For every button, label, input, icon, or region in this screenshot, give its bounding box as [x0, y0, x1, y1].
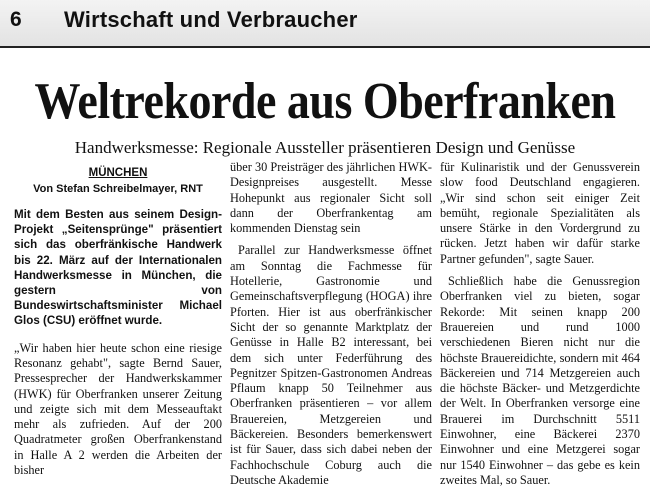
article-lead: Mit dem Besten aus seinem Design-Projekt „Seitensprünge" präsentiert sich das oberfränkische Handwerk bis 22. März auf der Internationalen Handwerksmesse in München, die gestern von Bundeswirtschaftsminister Michael Glos (CSU) eröffnet wurde. — [14, 208, 222, 328]
page-number: 6 — [10, 8, 22, 31]
section-title: Wirtschaft und Verbraucher — [64, 7, 358, 32]
byline: Von Stefan Schreibelmayer, RNT — [33, 183, 203, 195]
article-paragraph: Parallel zur Handwerksmesse öffnet am Sonntag die Fachmesse für Hotellerie, Gastronomie und Gemeinschaftsverpflegung (HOGA) ihre Pforten. Hier ist aus oberfränkischer Sicht der so genannte Marktplatz der Genüsse in Halle B2 interessant, bei dem sich unter Federführung des Pegnitzer Spitzen-Gastronomen Andreas Pflaum knapp 50 Teilnehmer aus Oberfranken präsentieren – vor allem Brauereien, Metzgereien und Bäckereien. Besonders bemerkenswert ist für Sauer, dass sich dabei neben der Fachhochschule Coburg auch die Deutsche Akademie — [230, 243, 432, 487]
header-divider — [0, 46, 650, 48]
article-column-2 — [230, 160, 432, 488]
article-paragraph: „Wir haben hier heute schon eine riesige Resonanz gehabt", sagte Bernd Sauer, Pressesprecher der Handwerkskammer (HWK) für Oberfranken unserer Zeitung und zeigte sich mit dem Messeauftakt mehr als zufrieden. Auf der 200 Quadratmeter großen Oberfrankenstand in Halle A 2 werden die Arbeiten der bisher — [14, 340, 222, 477]
article-column-1 — [14, 160, 222, 478]
dateline: MÜNCHEN — [88, 167, 148, 179]
article-column-3 — [440, 160, 640, 488]
article-headline: Weltrekorde aus Oberfranken — [34, 71, 616, 129]
section-header — [0, 0, 650, 48]
article-subheadline: Handwerksmesse: Regionale Aussteller präsentieren Design und Genüsse — [74, 138, 576, 157]
article-paragraph: für Kulinaristik und der Genussverein slow food Deutschland engagieren. „Wir sind schon seit einiger Zeit bemüht, regionale Spezialitäten als unsere Stärke in den Vordergrund zu rücken. Jetzt haben wir dafür starke Partner gefunden", sagte Sauer. — [440, 160, 640, 266]
article-paragraph: Schließlich habe die Genussregion Oberfranken viel zu bieten, sogar Rekorde: Mit seinen knapp 200 Brauereien und rund 1000 verschiedenen Bieren nicht nur die höchste Brauereidichte, sondern mit 464 Bäckereien und 714 Metzgereien auch die höchste Bäcker- und Metzgerdichte der Welt. In Oberfranken versorge eine Brauerei im Durchschnitt 5511 Einwohner, eine Bäckerei 2370 Einwohner und eine Metzgerei sogar nur 1540 Einwohner – das gebe es kein zweites Mal, so Sauer. — [440, 274, 640, 487]
article-paragraph: über 30 Preisträger des jährlichen HWK-Designpreises ausgestellt. Messe Hohepunkt aus regionaler Sicht soll dann der Oberfrankentag am kommenden Dienstag sein — [230, 160, 432, 236]
